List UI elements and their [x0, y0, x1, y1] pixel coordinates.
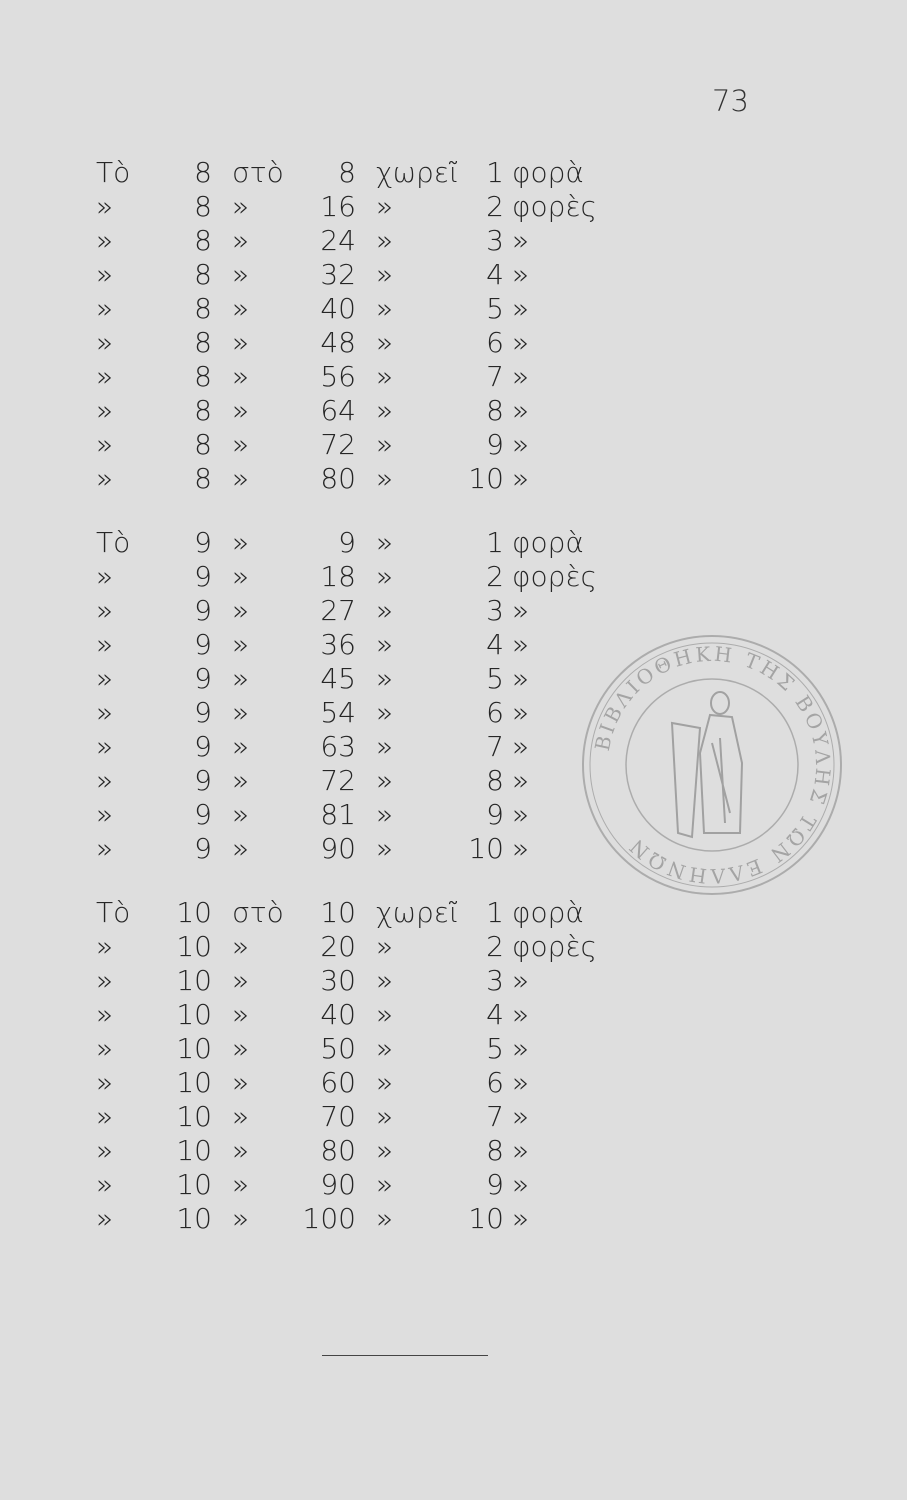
table-cell: »	[376, 594, 394, 627]
table-cell: »	[96, 696, 114, 729]
table-cell: 8	[194, 462, 212, 495]
table-cell: 10	[468, 1202, 504, 1235]
table-cell: 24	[320, 224, 356, 257]
table-block	[96, 896, 616, 1236]
table-cell: 8	[194, 428, 212, 461]
table-cell: »	[96, 1134, 114, 1167]
table-cell: 63	[320, 730, 356, 763]
table-cell: »	[96, 1168, 114, 1201]
table-cell: »	[512, 628, 530, 661]
table-cell: »	[376, 526, 394, 559]
table-cell: »	[232, 1134, 250, 1167]
table-cell: »	[512, 258, 530, 291]
table-cell: 9	[194, 730, 212, 763]
table-cell: 8	[194, 292, 212, 325]
table-cell: »	[512, 1202, 530, 1235]
table-cell: 9	[338, 526, 356, 559]
table-cell: 56	[320, 360, 356, 393]
table-cell: 10	[176, 896, 212, 929]
table-cell: »	[512, 730, 530, 763]
table-cell: 30	[320, 964, 356, 997]
table-cell: Τὸ	[96, 156, 131, 189]
table-cell: 10	[176, 930, 212, 963]
table-cell: »	[232, 730, 250, 763]
table-cell: »	[96, 190, 114, 223]
table-cell: »	[232, 428, 250, 461]
table-row	[96, 1134, 616, 1168]
table-cell: 2	[486, 560, 504, 593]
table-cell: »	[96, 462, 114, 495]
table-cell: 1	[486, 526, 504, 559]
table-cell: 18	[320, 560, 356, 593]
table-cell: »	[512, 224, 530, 257]
table-cell: »	[376, 462, 394, 495]
table-cell: 81	[320, 798, 356, 831]
page-number: 73	[712, 84, 749, 118]
table-cell: »	[376, 832, 394, 865]
table-cell: »	[232, 224, 250, 257]
table-cell: »	[96, 730, 114, 763]
table-cell: »	[376, 1134, 394, 1167]
table-row	[96, 628, 616, 662]
table-cell: 4	[486, 628, 504, 661]
table-cell: »	[96, 798, 114, 831]
table-cell: »	[376, 326, 394, 359]
table-row	[96, 594, 616, 628]
table-row	[96, 258, 616, 292]
stamp-text: ΒΙΒΛΙΟΘΗΚΗ ΤΗΣ ΒΟΥΛΗΣ ΤΩΝ ΕΛΛΗΝΩΝ	[589, 641, 836, 889]
table-cell: »	[376, 292, 394, 325]
table-cell: 6	[486, 1066, 504, 1099]
library-stamp	[580, 633, 844, 897]
table-cell: »	[376, 1202, 394, 1235]
table-cell: 7	[486, 1100, 504, 1133]
table-cell: »	[376, 696, 394, 729]
table-cell: 6	[486, 326, 504, 359]
table-cell: »	[376, 258, 394, 291]
table-cell: 64	[320, 394, 356, 427]
table-cell: »	[376, 730, 394, 763]
table-cell: »	[512, 462, 530, 495]
table-cell: »	[96, 832, 114, 865]
table-cell: 10	[176, 1168, 212, 1201]
table-cell: χωρεῖ	[376, 896, 459, 929]
table-row	[96, 730, 616, 764]
table-cell: 9	[486, 1168, 504, 1201]
table-row	[96, 1032, 616, 1066]
table-cell: »	[96, 1202, 114, 1235]
table-row	[96, 292, 616, 326]
table-cell: 100	[302, 1202, 356, 1235]
table-cell: φορὰ	[512, 526, 584, 559]
table-cell: 9	[194, 526, 212, 559]
table-cell: 9	[194, 798, 212, 831]
table-cell: »	[232, 1066, 250, 1099]
table-cell: »	[376, 560, 394, 593]
table-cell: »	[232, 360, 250, 393]
table-row	[96, 360, 616, 394]
table-cell: 32	[320, 258, 356, 291]
table-cell: »	[232, 662, 250, 695]
table-cell: 10	[320, 896, 356, 929]
table-cell: 5	[486, 292, 504, 325]
table-row	[96, 526, 616, 560]
table-cell: 8	[194, 360, 212, 393]
table-cell: »	[232, 594, 250, 627]
table-row	[96, 190, 616, 224]
table-row	[96, 462, 616, 496]
table-cell: »	[376, 1066, 394, 1099]
table-cell: »	[512, 1100, 530, 1133]
table-cell: »	[232, 998, 250, 1031]
table-cell: 10	[176, 998, 212, 1031]
table-cell: »	[232, 560, 250, 593]
table-cell: φορὲς	[512, 190, 597, 223]
table-cell: φορὰ	[512, 896, 584, 929]
table-cell: 90	[320, 1168, 356, 1201]
table-cell: »	[96, 930, 114, 963]
table-cell: »	[232, 462, 250, 495]
table-cell: »	[232, 832, 250, 865]
table-cell: »	[376, 360, 394, 393]
table-cell: 9	[486, 428, 504, 461]
table-cell: 9	[194, 594, 212, 627]
table-cell: »	[376, 764, 394, 797]
table-cell: »	[376, 428, 394, 461]
table-cell: 9	[194, 832, 212, 865]
table-cell: 10	[176, 1066, 212, 1099]
table-cell: »	[512, 998, 530, 1031]
table-cell: 4	[486, 998, 504, 1031]
table-cell: »	[232, 696, 250, 729]
table-cell: 90	[320, 832, 356, 865]
table-block	[96, 156, 616, 496]
table-cell: »	[232, 1202, 250, 1235]
table-cell: »	[512, 326, 530, 359]
table-row	[96, 930, 616, 964]
table-cell: »	[96, 394, 114, 427]
table-row	[96, 428, 616, 462]
table-cell: »	[512, 1066, 530, 1099]
table-cell: Τὸ	[96, 526, 131, 559]
table-cell: »	[512, 964, 530, 997]
table-cell: »	[376, 1100, 394, 1133]
table-row	[96, 798, 616, 832]
table-row	[96, 1100, 616, 1134]
table-cell: 20	[320, 930, 356, 963]
table-cell: »	[96, 1066, 114, 1099]
table-cell: »	[512, 832, 530, 865]
table-cell: 10	[176, 1100, 212, 1133]
table-cell: στὸ	[232, 896, 284, 929]
table-cell: 8	[194, 156, 212, 189]
table-cell: 80	[320, 462, 356, 495]
table-row	[96, 1168, 616, 1202]
table-cell: 27	[320, 594, 356, 627]
table-cell: στὸ	[232, 156, 284, 189]
table-cell: 72	[320, 764, 356, 797]
table-cell: »	[376, 964, 394, 997]
table-cell: 8	[338, 156, 356, 189]
table-cell: 54	[320, 696, 356, 729]
table-cell: 5	[486, 662, 504, 695]
table-cell: 3	[486, 224, 504, 257]
table-cell: »	[96, 964, 114, 997]
table-cell: »	[376, 930, 394, 963]
table-row	[96, 1066, 616, 1100]
table-row	[96, 696, 616, 730]
table-cell: »	[376, 662, 394, 695]
table-cell: 9	[194, 764, 212, 797]
table-cell: »	[376, 1032, 394, 1065]
table-cell: 60	[320, 1066, 356, 1099]
table-cell: »	[512, 360, 530, 393]
table-cell: »	[96, 1100, 114, 1133]
table-cell: φορὲς	[512, 930, 597, 963]
table-cell: »	[96, 628, 114, 661]
table-cell: 8	[194, 326, 212, 359]
table-cell: »	[512, 1134, 530, 1167]
table-cell: »	[96, 428, 114, 461]
table-block	[96, 526, 616, 866]
table-cell: 8	[194, 224, 212, 257]
table-cell: Τὸ	[96, 896, 131, 929]
table-cell: »	[96, 998, 114, 1031]
table-cell: »	[512, 292, 530, 325]
table-cell: »	[512, 1032, 530, 1065]
table-cell: »	[232, 764, 250, 797]
table-cell: »	[96, 764, 114, 797]
table-cell: »	[376, 798, 394, 831]
table-cell: 10	[176, 1202, 212, 1235]
table-cell: »	[232, 190, 250, 223]
multiplication-table	[96, 156, 616, 1236]
table-cell: »	[232, 964, 250, 997]
table-cell: »	[232, 526, 250, 559]
table-cell: 70	[320, 1100, 356, 1133]
table-cell: 2	[486, 930, 504, 963]
table-cell: »	[512, 662, 530, 695]
figure-icon	[672, 692, 742, 837]
table-cell: »	[232, 258, 250, 291]
table-cell: »	[376, 1168, 394, 1201]
table-cell: 36	[320, 628, 356, 661]
table-cell: 1	[486, 156, 504, 189]
table-cell: »	[512, 764, 530, 797]
table-cell: 5	[486, 1032, 504, 1065]
table-cell: 8	[194, 258, 212, 291]
table-cell: »	[512, 428, 530, 461]
table-cell: »	[376, 628, 394, 661]
table-cell: 9	[194, 662, 212, 695]
table-cell: »	[96, 360, 114, 393]
table-cell: φορὰ	[512, 156, 584, 189]
table-cell: 10	[468, 832, 504, 865]
table-cell: »	[96, 258, 114, 291]
table-cell: »	[96, 326, 114, 359]
table-row	[96, 394, 616, 428]
table-row	[96, 1202, 616, 1236]
table-row	[96, 998, 616, 1032]
table-cell: 8	[194, 190, 212, 223]
table-row	[96, 832, 616, 866]
table-cell: »	[232, 798, 250, 831]
table-cell: 50	[320, 1032, 356, 1065]
table-cell: »	[512, 696, 530, 729]
table-cell: χωρεῖ	[376, 156, 459, 189]
table-cell: 7	[486, 730, 504, 763]
table-cell: 9	[194, 628, 212, 661]
table-row	[96, 964, 616, 998]
table-cell: »	[512, 594, 530, 627]
table-cell: 8	[486, 394, 504, 427]
table-cell: 16	[320, 190, 356, 223]
table-row	[96, 224, 616, 258]
table-cell: 72	[320, 428, 356, 461]
table-cell: 9	[194, 696, 212, 729]
table-cell: 2	[486, 190, 504, 223]
table-cell: 3	[486, 964, 504, 997]
table-row	[96, 560, 616, 594]
table-cell: »	[512, 394, 530, 427]
table-cell: 8	[486, 1134, 504, 1167]
table-cell: »	[232, 1032, 250, 1065]
table-cell: »	[376, 224, 394, 257]
table-cell: »	[96, 594, 114, 627]
table-row	[96, 764, 616, 798]
table-cell: 9	[486, 798, 504, 831]
table-row	[96, 326, 616, 360]
table-cell: 9	[194, 560, 212, 593]
table-cell: 3	[486, 594, 504, 627]
table-row	[96, 896, 616, 930]
table-cell: »	[232, 628, 250, 661]
table-cell: φορὲς	[512, 560, 597, 593]
table-cell: 45	[320, 662, 356, 695]
table-cell: »	[232, 292, 250, 325]
table-cell: 10	[468, 462, 504, 495]
table-cell: »	[512, 798, 530, 831]
table-cell: »	[96, 1032, 114, 1065]
table-cell: 4	[486, 258, 504, 291]
table-cell: 6	[486, 696, 504, 729]
table-cell: 48	[320, 326, 356, 359]
table-cell: »	[96, 560, 114, 593]
table-cell: 8	[486, 764, 504, 797]
table-cell: 40	[320, 998, 356, 1031]
table-cell: »	[96, 662, 114, 695]
table-cell: »	[376, 998, 394, 1031]
table-cell: 10	[176, 1134, 212, 1167]
table-cell: 40	[320, 292, 356, 325]
table-cell: 10	[176, 1032, 212, 1065]
table-cell: 1	[486, 896, 504, 929]
table-cell: 7	[486, 360, 504, 393]
table-cell: »	[376, 190, 394, 223]
table-cell: »	[232, 394, 250, 427]
table-cell: »	[376, 394, 394, 427]
table-row	[96, 662, 616, 696]
table-cell: »	[232, 1100, 250, 1133]
table-row	[96, 156, 616, 190]
table-cell: »	[96, 224, 114, 257]
table-cell: »	[232, 326, 250, 359]
horizontal-rule	[322, 1355, 488, 1356]
table-cell: 10	[176, 964, 212, 997]
table-cell: »	[96, 292, 114, 325]
table-cell: 8	[194, 394, 212, 427]
table-cell: »	[512, 1168, 530, 1201]
table-cell: 80	[320, 1134, 356, 1167]
table-cell: »	[232, 930, 250, 963]
table-cell: »	[232, 1168, 250, 1201]
